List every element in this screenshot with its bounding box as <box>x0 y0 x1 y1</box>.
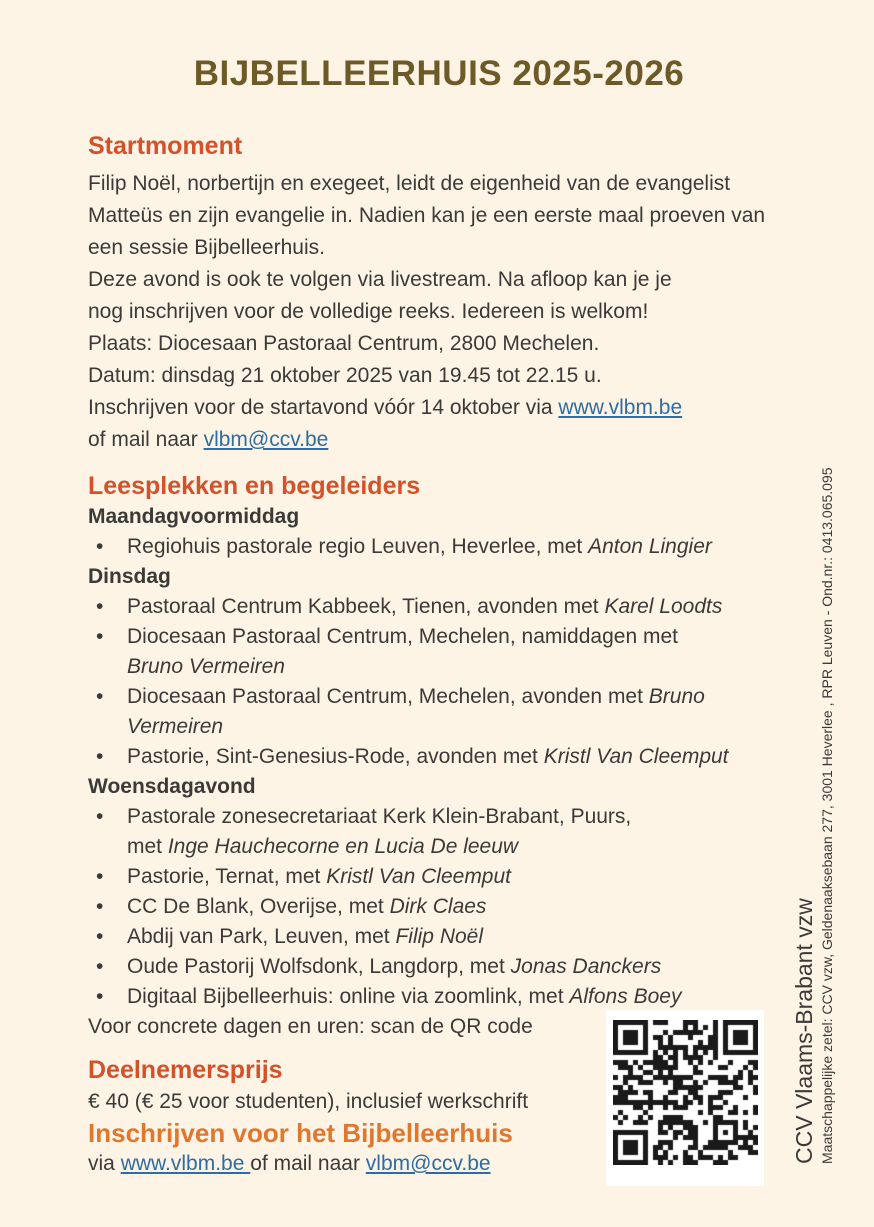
leesplekken-groups <box>88 502 790 1012</box>
text-span: Plaats: Diocesaan Pastoraal Centrum, 2800 Mechelen. <box>88 332 600 355</box>
text-span: via <box>88 1152 121 1175</box>
person-name: Alfons Boey <box>569 985 682 1008</box>
text-span: Oude Pastorij Wolfsdonk, Langdorp, met <box>127 955 511 978</box>
person-name: Anton Lingier <box>588 535 712 558</box>
person-name: Kristl Van Cleemput <box>326 865 511 888</box>
person-name: Jonas Danckers <box>510 955 662 978</box>
text-line <box>88 328 790 360</box>
org-name-vertical: CCV Vlaams-Brabant vzw <box>791 898 817 1164</box>
text-span: Regiohuis pastorale regio Leuven, Heverlee, met <box>127 535 589 558</box>
text-span: of mail naar <box>250 1152 366 1175</box>
text-span: CC De Blank, Overijse, met <box>127 895 390 918</box>
leesplekken-list <box>88 592 790 772</box>
inschrijven-heading: Inschrijven voor het Bijbelleerhuis <box>88 1118 513 1148</box>
text-line: Filip Noël, norbertijn en exegeet, leidt de eigenheid van de evangelist <box>88 172 731 195</box>
bullet-icon: • <box>96 805 104 828</box>
qr-code <box>613 1020 758 1165</box>
person-name: Karel Loodts <box>604 595 723 618</box>
list-item <box>88 682 790 742</box>
person-name: Inge Hauchecorne en Lucia De leeuw <box>167 835 519 858</box>
text-line: Deze avond is ook te volgen via livestream. Na afloop kan je je <box>88 268 672 291</box>
text-line <box>88 424 790 456</box>
link[interactable]: www.vlbm.be <box>558 396 683 419</box>
bullet-icon: • <box>96 685 104 708</box>
link[interactable]: www.vlbm.be <box>120 1152 251 1175</box>
link[interactable]: vlbm@ccv.be <box>203 428 329 451</box>
text-line: nog inschrijven voor de volledige reeks. Iedereen is welkom! <box>88 300 649 323</box>
list-item <box>88 532 790 562</box>
list-item <box>88 622 790 682</box>
list-item <box>88 922 790 952</box>
person-name: Filip Noël <box>395 925 484 948</box>
text-line <box>88 392 790 424</box>
day-heading: Maandagvoormiddag <box>88 505 300 528</box>
price-line: € 40 (€ 25 voor studenten), inclusief werkschrift <box>88 1090 529 1113</box>
bullet-icon: • <box>96 985 104 1008</box>
text-span: Diocesaan Pastoraal Centrum, Mechelen, namiddagen met <box>127 625 678 648</box>
bullet-icon: • <box>96 745 104 768</box>
list-item <box>88 802 790 862</box>
text-span: Diocesaan Pastoraal Centrum, Mechelen, avonden met <box>127 685 649 708</box>
qr-instruction: Voor concrete dagen en uren: scan de QR code <box>88 1015 533 1038</box>
page-title: BIJBELLEERHUIS 2025-2026 <box>193 54 685 93</box>
list-item <box>88 862 790 892</box>
list-item <box>88 592 790 622</box>
link[interactable]: vlbm@ccv.be <box>365 1152 491 1175</box>
list-item <box>88 742 790 772</box>
bullet-icon: • <box>96 895 104 918</box>
list-item <box>88 892 790 922</box>
leesplekken-list <box>88 802 790 1012</box>
deelnemersprijs-heading: Deelnemersprijs <box>88 1056 283 1084</box>
text-span: Abdij van Park, Leuven, met <box>127 925 396 948</box>
person-name: Bruno Vermeiren <box>127 655 285 678</box>
list-item <box>88 982 790 1012</box>
text-span: met <box>127 835 168 858</box>
bullet-icon: • <box>96 925 104 948</box>
bullet-icon: • <box>96 955 104 978</box>
text-span: Datum: dinsdag 21 oktober 2025 van 19.45 tot 22.15 u. <box>88 364 602 387</box>
person-name: Vermeiren <box>127 715 224 738</box>
qr-code-panel <box>606 1010 764 1186</box>
day-heading: Woensdagavond <box>88 775 256 798</box>
bullet-icon: • <box>96 595 104 618</box>
text-line: Matteüs en zijn evangelie in. Nadien kan je een eerste maal proeven van <box>88 204 766 227</box>
leesplekken-heading: Leesplekken en begeleiders <box>88 472 421 500</box>
practical-details <box>88 328 790 456</box>
text-span: Pastorale zonesecretariaat Kerk Klein-Brabant, Puurs, <box>127 805 632 828</box>
startmoment-paragraph <box>88 168 790 328</box>
text-span: Pastoraal Centrum Kabbeek, Tienen, avonden met <box>127 595 605 618</box>
text-span: Inschrijven voor de startavond vóór 14 oktober via <box>88 396 559 419</box>
startmoment-heading: Startmoment <box>88 132 243 160</box>
text-line <box>88 360 790 392</box>
text-span: Pastorie, Sint-Genesius-Rode, avonden met <box>127 745 544 768</box>
text-line: een sessie Bijbelleerhuis. <box>88 236 325 259</box>
flyer-content <box>88 0 790 1180</box>
day-heading: Dinsdag <box>88 565 171 588</box>
person-name: Bruno <box>648 685 705 708</box>
list-item <box>88 952 790 982</box>
text-span: of mail naar <box>88 428 204 451</box>
bullet-icon: • <box>96 535 104 558</box>
bullet-icon: • <box>96 865 104 888</box>
person-name: Dirk Claes <box>389 895 487 918</box>
leesplekken-list <box>88 532 790 562</box>
text-span: Pastorie, Ternat, met <box>127 865 327 888</box>
legal-info-vertical: Maatschappelijke zetel: CCV vzw, Geldenaaksebaan 277, 3001 Heverlee , RPR Leuven - Ond.nr.: 0413.065.095 <box>819 467 835 1164</box>
text-span: Digitaal Bijbelleerhuis: online via zoomlink, met <box>127 985 570 1008</box>
person-name: Kristl Van Cleemput <box>543 745 729 768</box>
bullet-icon: • <box>96 625 104 648</box>
